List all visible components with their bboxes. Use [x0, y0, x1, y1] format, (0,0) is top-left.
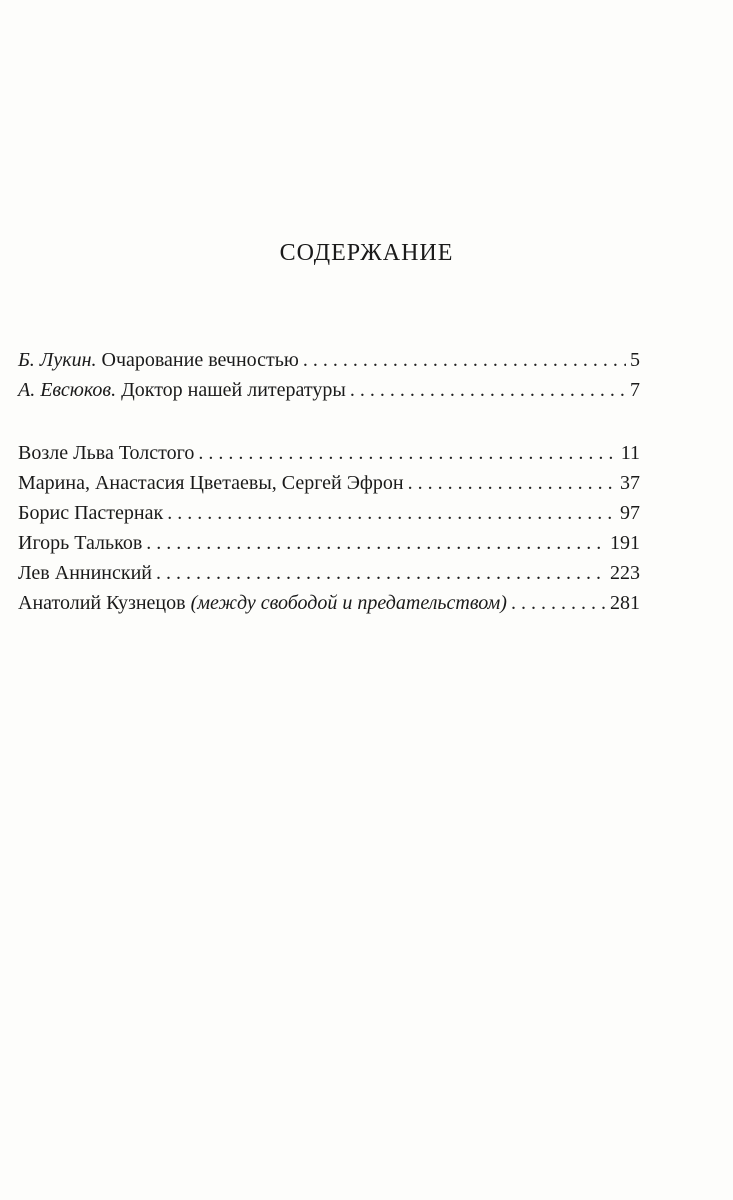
toc-entry-page: 97	[620, 502, 640, 524]
contents-heading: СОДЕРЖАНИЕ	[279, 240, 454, 266]
dot-leader	[156, 558, 606, 588]
toc-entry-page: 37	[620, 472, 640, 494]
dot-leader	[350, 375, 626, 405]
toc-main-list	[18, 438, 640, 618]
dot-leader	[167, 498, 616, 528]
dot-leader	[408, 468, 616, 498]
toc-entry-page: 7	[630, 379, 640, 401]
toc-entry-title: Анатолий Кузнецов	[18, 592, 186, 614]
dot-leader	[303, 345, 626, 375]
toc-entry-subtitle: (между свободой и предательством)	[185, 592, 507, 614]
toc-entry-author: А. Евсюков	[18, 379, 112, 401]
toc-entry-page: 11	[620, 442, 640, 464]
toc-entry-title: Игорь Тальков	[18, 532, 143, 554]
toc-entry-title: Лев Аннинский	[18, 562, 153, 584]
toc-entry[interactable]	[18, 528, 640, 558]
toc-entry-page: 281	[610, 592, 640, 614]
toc-entry[interactable]	[18, 498, 640, 528]
toc-entry-author: Б. Лукин	[18, 349, 92, 371]
dot-leader	[198, 438, 616, 468]
dot-leader	[511, 588, 606, 618]
toc-intro-list	[18, 345, 640, 405]
toc-entry-title: Доктор нашей литературы	[121, 379, 346, 401]
toc-entry[interactable]	[18, 375, 640, 405]
toc-entry[interactable]	[18, 438, 640, 468]
toc-entry-page: 5	[630, 349, 640, 371]
toc-entry-title: Марина, Анастасия Цветаевы, Сергей Эфрон	[18, 472, 404, 494]
toc-entry-page: 223	[610, 562, 640, 584]
toc-entry[interactable]	[18, 588, 640, 618]
toc-entry-title: Возле Льва Толстого	[18, 442, 195, 464]
toc-entry-page: 191	[610, 532, 640, 554]
toc-entry-separator: .	[91, 349, 102, 371]
toc-entry-title: Очарование вечностью	[101, 349, 299, 371]
toc-entry-title: Борис Пастернак	[18, 502, 164, 524]
toc-entry-separator: .	[111, 379, 122, 401]
dot-leader	[146, 528, 606, 558]
toc-entry[interactable]	[18, 558, 640, 588]
toc-entry[interactable]	[18, 345, 640, 375]
toc-entry[interactable]	[18, 468, 640, 498]
